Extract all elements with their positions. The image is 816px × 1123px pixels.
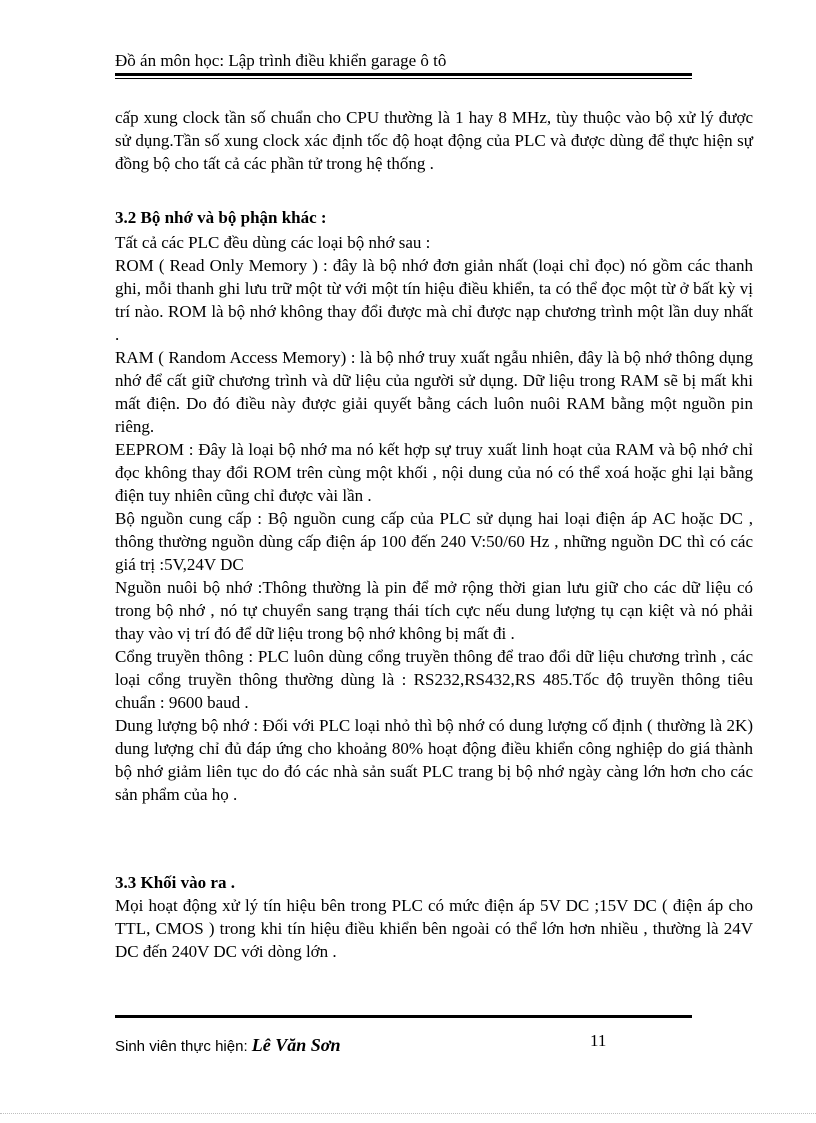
paragraph: RAM ( Random Access Memory) : là bộ nhớ truy xuất ngẫu nhiên, đây là bộ nhớ thông dụng nhớ để cất giữ chương trình và dữ liệu của người sử dụng. Dữ liệu trong RAM sẽ bị mất khi mất điện. Do đó điều này được giải quyết bằng cách luôn nuôi RAM bằng một nguồn pin riêng.	[115, 348, 753, 436]
section-3-3-body	[115, 894, 753, 963]
header-rule-thick	[115, 73, 692, 76]
header-title: Đồ án môn học: Lập trình điều khiển garage ô tô	[115, 51, 447, 70]
paragraph: ROM ( Read Only Memory ) : đây là bộ nhớ đơn giản nhất (loại chỉ đọc) nó gồm các thanh ghi, mỗi thanh ghi lưu trữ một từ với một tín hiệu điều khiển, ta có thể đọc một từ ở bất kỳ vị trí nào. ROM là bộ nhớ không thay đổi được mà chỉ được nạp chương trình một lần duy nhất .	[115, 256, 753, 344]
page-number: 11	[590, 1031, 607, 1050]
section-3-2-body	[115, 231, 753, 806]
footer-rule	[115, 1015, 692, 1018]
paragraph: Mọi hoạt động xử lý tín hiệu bên trong PLC có mức điện áp 5V DC ;15V DC ( điện áp cho TTL, CMOS ) trong khi tín hiệu điều khiển bên ngoài có thể lớn hơn nhiều , thường là 24V DC đến 240V DC với dòng lớn .	[115, 896, 753, 961]
paragraph: EEPROM : Đây là loại bộ nhớ ma nó kết hợp sự truy xuất linh hoạt của RAM và bộ nhớ chỉ đọc không thay đổi ROM trên cùng một khối , nội dung của nó có thể xoá hoặc ghi lại bằng điện tuy nhiên cũng chỉ được vài lần .	[115, 440, 753, 505]
paragraph: Tất cả các PLC đều dùng các loại bộ nhớ sau :	[115, 233, 431, 252]
intro-paragraph: cấp xung clock tần số chuẩn cho CPU thường là 1 hay 8 MHz, tùy thuộc vào bộ xử lý được sử dụng.Tần số xung clock xác định tốc độ hoạt động của PLC và được dùng để thực hiện sự đồng bộ cho tất cả các phần tử trong hệ thống .	[115, 108, 753, 173]
page-bottom-border	[0, 1113, 816, 1114]
header-rule-thin	[115, 78, 692, 79]
intro-block	[115, 106, 753, 175]
paragraph: Nguồn nuôi bộ nhớ :Thông thường là pin để mở rộng thời gian lưu giữ cho các dữ liệu có trong bộ nhớ , nó tự chuyển sang trạng thái tích cực nếu dung lượng tụ cạn kiệt và nó phải thay vào vị trí đó để dữ liệu trong bộ nhớ không bị mất đi .	[115, 578, 753, 643]
footer-student	[115, 1035, 340, 1056]
paragraph: Dung lượng bộ nhớ : Đối với PLC loại nhỏ thì bộ nhớ có dung lượng cố định ( thường là 2K) dung lượng chỉ đủ đáp ứng cho khoảng 80% hoạt động điều khiển công nghiệp do giá thành bộ nhớ giảm liên tục do đó các nhà sản suất PLC trang bị bộ nhớ ngày càng lớn hơn cho các sản phẩm của họ .	[115, 716, 753, 804]
paragraph: Bộ nguồn cung cấp : Bộ nguồn cung cấp của PLC sử dụng hai loại điện áp AC hoặc DC , thông thường nguồn dùng cấp điện áp 100 đến 240 V:50/60 Hz , những nguồn DC thì có các giá trị :5V,24V DC	[115, 509, 753, 574]
section-3-3-title: 3.3 Khối vào ra .	[115, 873, 235, 892]
section-3-2-title: 3.2 Bộ nhớ và bộ phận khác :	[115, 208, 327, 227]
footer-student-name: Lê Văn Sơn	[251, 1035, 341, 1055]
paragraph: Cổng truyền thông : PLC luôn dùng cổng truyền thông để trao đổi dữ liệu chương trình , các loại cổng truyền thông thường dùng là : RS232,RS432,RS 485.Tốc độ truyền thông tiêu chuẩn : 9600 baud .	[115, 647, 753, 712]
footer-label: Sinh viên thực hiện:	[115, 1038, 252, 1055]
